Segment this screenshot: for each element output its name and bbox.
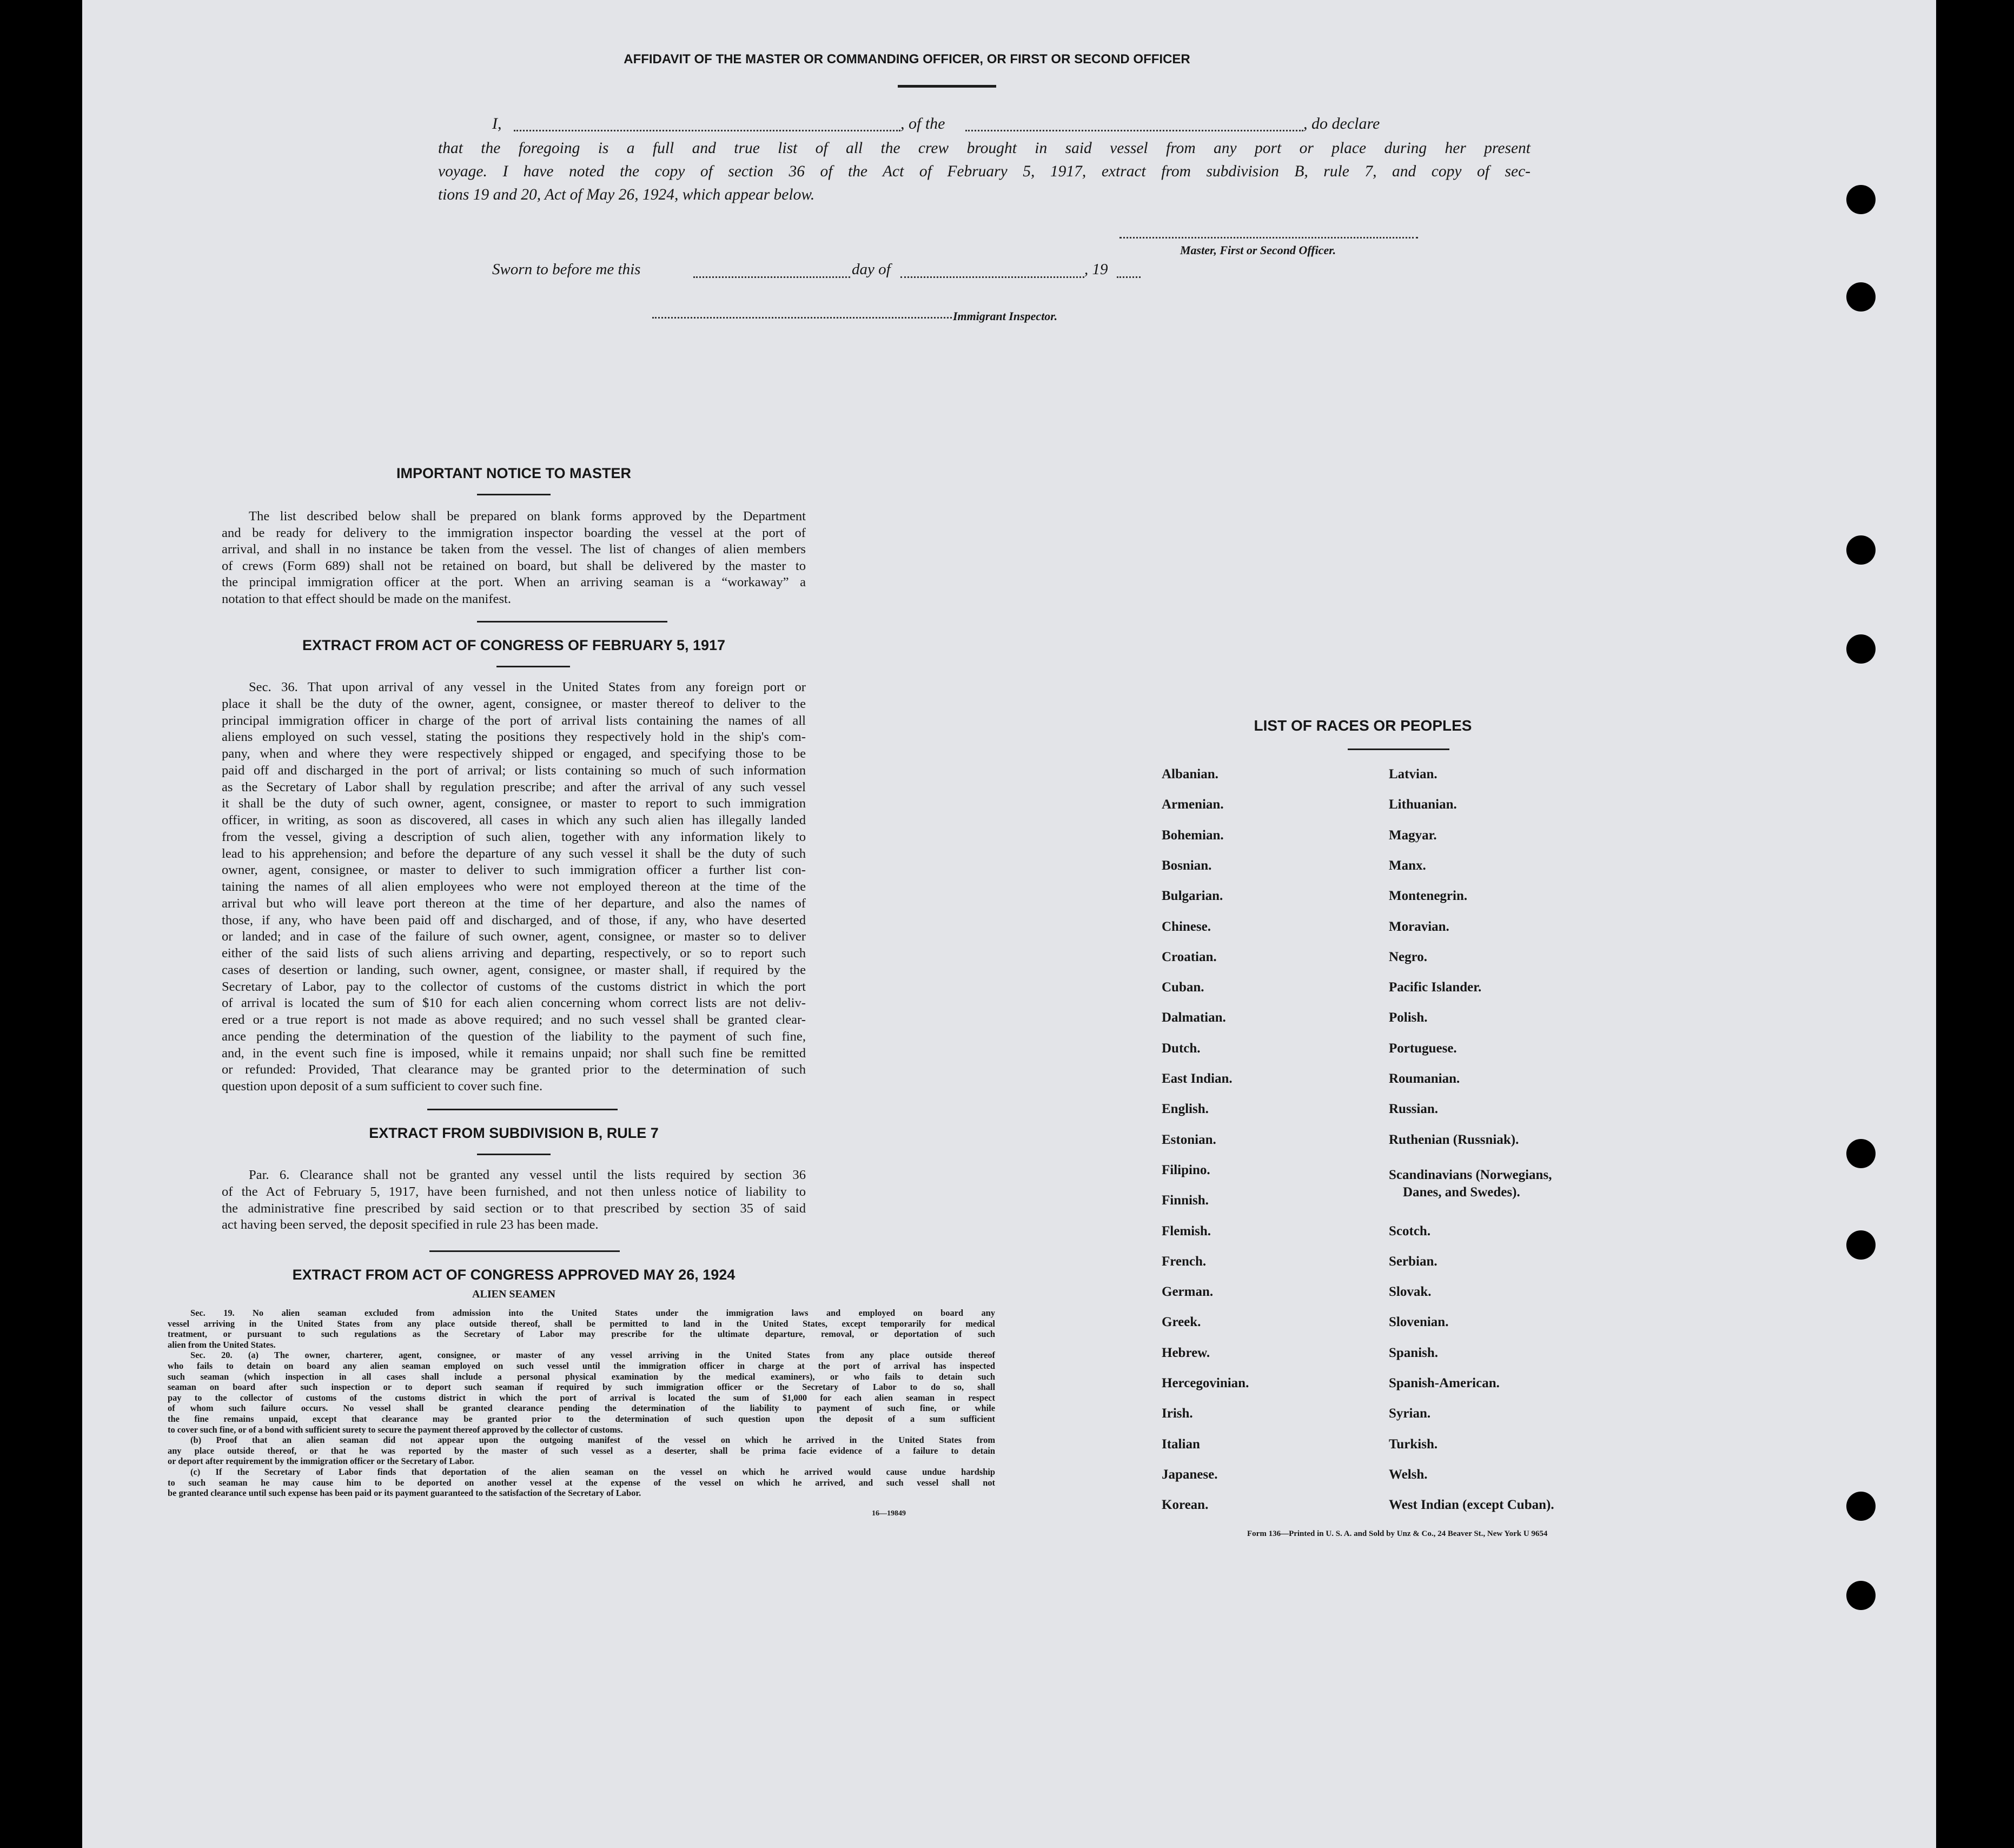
section-rule bbox=[429, 1250, 620, 1252]
race-item: West Indian (except Cuban). bbox=[1389, 1498, 1554, 1513]
act-1924-line: any place outside thereof, or that he was reported by the master of such vessel as a deserter, shall be prima facie evidence of a failure to detain bbox=[168, 1445, 995, 1456]
race-item: Roumanian. bbox=[1389, 1071, 1460, 1086]
act-1924-line: (c) If the Secretary of Labor finds that deportation of the alien seaman on the vessel on which he arrived would cause undue hardship bbox=[190, 1466, 995, 1477]
act-1924-line: (b) Proof that an alien seaman did not appear upon the outgoing manifest of the vessel on which he arrived in the United States from bbox=[190, 1435, 995, 1446]
race-item: Ruthenian (Russniak). bbox=[1389, 1132, 1519, 1147]
act-1917-line: taining the names of all alien employees who were not employed thereon at the time of the bbox=[222, 879, 806, 894]
heading-rule bbox=[477, 494, 551, 495]
race-item: Slovak. bbox=[1389, 1284, 1432, 1300]
race-item: Manx. bbox=[1389, 858, 1426, 873]
race-item: Dalmatian. bbox=[1162, 1010, 1226, 1025]
race-item: Moravian. bbox=[1389, 919, 1449, 934]
act-1924-line: the fine remains unpaid, except that clearance may be granted prior to the determination of such question upon the deposit of a sum sufficient bbox=[168, 1413, 995, 1424]
act-1917-line: paid off and discharged in the port of arrival; or lists containing so much of such information bbox=[222, 763, 806, 778]
form-page bbox=[82, 0, 1936, 1848]
race-item: Pacific Islander. bbox=[1389, 980, 1482, 995]
act-1924-line: to such seaman he may cause him to be deported on another vessel at the expense of the vessel on which he arrived, and such vessel shall not bbox=[168, 1477, 995, 1488]
heading-rule bbox=[898, 85, 996, 88]
race-item: Croatian. bbox=[1162, 949, 1217, 964]
act-1924-line: or deport after requirement by the immigration officer or the Secretary of Labor. bbox=[168, 1456, 474, 1467]
race-item: Hercegovinian. bbox=[1162, 1376, 1249, 1390]
race-item: Serbian. bbox=[1389, 1254, 1437, 1269]
race-item: Hebrew. bbox=[1162, 1345, 1210, 1360]
race-item: Scandinavians (Norwegians, bbox=[1389, 1168, 1552, 1182]
race-item: Bosnian. bbox=[1162, 858, 1212, 873]
rule-7-line: of the Act of February 5, 1917, have been furnished, and not then unless notice of liability to bbox=[222, 1184, 806, 1199]
race-item: Cuban. bbox=[1162, 980, 1204, 995]
punch-hole bbox=[1846, 1492, 1876, 1521]
rule-7-body bbox=[222, 1167, 806, 1234]
race-item: Irish. bbox=[1162, 1406, 1193, 1421]
act-1917-line: officer, in writing, as soon as discovered, all cases in which any such alien has illegally landed bbox=[222, 813, 806, 827]
punch-hole bbox=[1846, 185, 1876, 214]
act-1917-line: Secretary of Labor, pay to the collector of customs of the customs district in which the port bbox=[222, 979, 806, 994]
notice-body bbox=[222, 508, 806, 607]
act-1917-line: it shall be the duty of such owner, agent, consignee, or master to report to such immigration bbox=[222, 796, 806, 811]
race-item: Dutch. bbox=[1162, 1041, 1201, 1056]
race-item: Polish. bbox=[1389, 1010, 1428, 1025]
act-1917-line: aliens employed on such vessel, stating the positions they respectively hold in the ship's com- bbox=[222, 730, 806, 745]
act-1917-line: or landed; and in case of the failure of such owner, agent, consignee, or master so to deliver bbox=[222, 929, 806, 944]
race-item: Japanese. bbox=[1162, 1467, 1218, 1482]
heading-rule bbox=[477, 1154, 551, 1155]
race-item: Korean. bbox=[1162, 1498, 1209, 1513]
act-1917-line: those, if any, who have been paid off and discharged, and of those, if any, who have deserted bbox=[222, 912, 806, 928]
act-1917-line: question upon deposit of a sum sufficient to cover such fine. bbox=[222, 1079, 543, 1094]
act-1917-heading: EXTRACT FROM ACT OF CONGRESS OF FEBRUARY 5, 1917 bbox=[302, 637, 726, 653]
act-1924-line: vessel arriving in the United States from any place outside thereof, shall be permitted to land in the United States, except temporarily for medical bbox=[168, 1318, 995, 1329]
master-signature-field[interactable] bbox=[1119, 237, 1418, 239]
sworn-day-field[interactable] bbox=[693, 276, 850, 278]
act-1924-line: seaman on board after such inspection or to deport such seaman if required by such immigration officer or the Secretary of Labor to do so, shall bbox=[168, 1382, 995, 1393]
race-item: Lithuanian. bbox=[1389, 797, 1457, 812]
notice-line: and be ready for delivery to the immigration inspector boarding the vessel at the port of bbox=[222, 525, 806, 540]
act-1917-line: Sec. 36. That upon arrival of any vessel in the United States from any foreign port or bbox=[249, 680, 806, 694]
race-item: Filipino. bbox=[1162, 1162, 1210, 1177]
race-item: Greek. bbox=[1162, 1315, 1201, 1330]
name-field[interactable] bbox=[514, 130, 900, 131]
sworn-year-field[interactable] bbox=[1117, 276, 1141, 278]
inspector-caption: Immigrant Inspector. bbox=[953, 309, 1058, 323]
act-1917-line: arrival but who will leave port thereon at the time of her departure, and also the names of bbox=[222, 896, 806, 911]
race-item: French. bbox=[1162, 1254, 1207, 1269]
race-item: Chinese. bbox=[1162, 919, 1211, 934]
affidavit-line-1 bbox=[492, 115, 1531, 137]
notice-line: The list described below shall be prepared on blank forms approved by the Department bbox=[249, 509, 806, 524]
act-1917-line: principal immigration officer in charge of the port of arrival lists containing the names of all bbox=[222, 713, 806, 728]
notice-line: arrival, and shall in no instance be taken from the vessel. The list of changes of alien members bbox=[222, 542, 806, 557]
affidavit-line-2: that the foregoing is a full and true list of all the crew brought in said vessel from any port or place during her present bbox=[438, 140, 1531, 157]
race-item: Danes, and Swedes). bbox=[1403, 1185, 1520, 1200]
race-item: Montenegrin. bbox=[1389, 889, 1468, 904]
race-item: Magyar. bbox=[1389, 827, 1437, 843]
act-1924-line: who fails to detain on board any alien seaman employed on such vessel until the immigration officer in charge at the port of arrival has inspected bbox=[168, 1360, 995, 1371]
act-1924-line: such seaman (which inspection in all cases shall include a personal physical examination by the medical examiners), or who fails to detain such bbox=[168, 1371, 995, 1382]
sworn-line bbox=[492, 261, 1228, 282]
rule-7-line: Par. 6. Clearance shall not be granted any vessel until the lists required by section 36 bbox=[249, 1168, 806, 1182]
act-1917-line: and, in the event such fine is imposed, while it remains unpaid; nor shall such fine be remitted bbox=[222, 1045, 806, 1061]
race-item: Albanian. bbox=[1162, 767, 1218, 781]
act-1917-line: place it shall be the duty of the owner, agent, consignee, or master thereof to deliver to the bbox=[222, 696, 806, 711]
race-item: Flemish. bbox=[1162, 1223, 1211, 1238]
race-item: Bohemian. bbox=[1162, 827, 1224, 843]
race-item: Finnish. bbox=[1162, 1193, 1209, 1208]
section-rule bbox=[477, 621, 667, 622]
act-1924-line: Sec. 19. No alien seaman excluded from admission into the United States under the immigration laws and employed on board any bbox=[190, 1308, 995, 1318]
i-label: I, bbox=[492, 115, 502, 133]
act-1917-line: from the vessel, giving a description of such alien, together with any information likely to bbox=[222, 829, 806, 844]
act-1917-line: of arrival is located the sum of $10 for each alien concerning whom correct lists are not deliv- bbox=[222, 996, 806, 1011]
section-rule bbox=[427, 1109, 618, 1110]
act-1924-line: alien from the United States. bbox=[168, 1339, 276, 1350]
punch-hole bbox=[1846, 282, 1876, 312]
race-item: Slovenian. bbox=[1389, 1315, 1449, 1330]
race-item: Russian. bbox=[1389, 1102, 1439, 1117]
act-1917-line: owner, agent, consignee, or master to deliver to such immigration officer a further list con- bbox=[222, 863, 806, 878]
race-item: English. bbox=[1162, 1102, 1209, 1117]
races-heading: LIST OF RACES OR PEOPLES bbox=[1254, 717, 1472, 734]
act-1917-line: or refunded: Provided, That clearance may be granted prior to the determination of such bbox=[222, 1062, 806, 1077]
affidavit-line-4: tions 19 and 20, Act of May 26, 1924, which appear below. bbox=[438, 186, 815, 203]
vessel-field[interactable] bbox=[965, 130, 1303, 131]
act-1924-line: to cover such fine, or of a bond with sufficient surety to secure the payment thereof approved by the collector of customs. bbox=[168, 1424, 623, 1435]
rule-7-heading: EXTRACT FROM SUBDIVISION B, RULE 7 bbox=[369, 1125, 659, 1141]
race-item: Syrian. bbox=[1389, 1406, 1431, 1421]
heading-rule bbox=[1348, 749, 1449, 750]
master-signature-caption: Master, First or Second Officer. bbox=[1180, 243, 1336, 257]
race-item: Scotch. bbox=[1389, 1223, 1431, 1238]
punch-hole bbox=[1846, 1139, 1876, 1168]
punch-hole bbox=[1846, 1230, 1876, 1260]
rule-7-line: the administrative fine prescribed by said section or to that prescribed by section 35 of said bbox=[222, 1201, 806, 1216]
affidavit-line-3: voyage. I have noted the copy of section 36 of the Act of February 5, 1917, extract from subdivision B, rule 7, and copy of sec- bbox=[438, 163, 1531, 180]
race-item: Latvian. bbox=[1389, 767, 1437, 781]
act-1924-heading: EXTRACT FROM ACT OF CONGRESS APPROVED MAY 26, 1924 bbox=[292, 1267, 736, 1283]
act-1917-body bbox=[222, 679, 806, 1095]
race-item: Welsh. bbox=[1389, 1467, 1428, 1482]
notice-line: the principal immigration officer at the port. When an arriving seaman is a “workaway” a bbox=[222, 575, 806, 589]
race-item: German. bbox=[1162, 1284, 1214, 1300]
rule-7-line: act having been served, the deposit specified in rule 23 has been made. bbox=[222, 1217, 599, 1233]
act-1924-body bbox=[168, 1308, 995, 1499]
race-item: Bulgarian. bbox=[1162, 889, 1223, 904]
sworn-month-field[interactable] bbox=[900, 276, 1084, 278]
act-1917-line: as the Secretary of Labor shall by regulation prescribe; and after the arrival of any such vessel bbox=[222, 779, 806, 794]
act-1917-line: ance pending the determination of the question of the liability to the payment of such fine, bbox=[222, 1029, 806, 1044]
act-1917-line: either of the said lists of such aliens arriving and departing, respectively, or so to report such bbox=[222, 946, 806, 961]
print-code: 16—19849 bbox=[872, 1509, 906, 1518]
printer-footer: Form 136—Printed in U. S. A. and Sold by Unz & Co., 24 Beaver St., New York U 9654 bbox=[1247, 1529, 1548, 1538]
race-item: Turkish. bbox=[1389, 1436, 1438, 1452]
race-item: Estonian. bbox=[1162, 1132, 1216, 1147]
of-the-label: , of the bbox=[900, 115, 945, 133]
race-item: Negro. bbox=[1389, 949, 1428, 964]
declare-label: , do declare bbox=[1303, 115, 1380, 133]
act-1924-line: Sec. 20. (a) The owner, charterer, agent, consignee, or master of any vessel arriving in the United States from any place outside thereof bbox=[190, 1350, 995, 1361]
notice-heading: IMPORTANT NOTICE TO MASTER bbox=[396, 465, 631, 481]
inspector-signature-field[interactable] bbox=[652, 317, 952, 319]
year-label: , 19 bbox=[1084, 261, 1108, 278]
punch-hole bbox=[1846, 535, 1876, 565]
act-1924-line: of whom such failure occurs. No vessel shall be granted clearance pending the determination of the liability to payment of such fine, or while bbox=[168, 1403, 995, 1414]
race-item: Spanish-American. bbox=[1389, 1376, 1500, 1390]
act-1917-line: pany, when and where they were respectively shipped or engaged, and specifying those to be bbox=[222, 746, 806, 761]
act-1924-line: be granted clearance until such expense has been paid or its payment guaranteed to the satisfaction of the Secretary of Labor. bbox=[168, 1488, 641, 1499]
punch-hole bbox=[1846, 1581, 1876, 1610]
notice-line: notation to that effect should be made on the manifest. bbox=[222, 591, 511, 606]
act-1917-line: ered or a true report is not made as above required; and no such vessel shall be granted clear- bbox=[222, 1012, 806, 1027]
affidavit-heading: AFFIDAVIT OF THE MASTER OR COMMANDING OFFICER, OR FIRST OR SECOND OFFICER bbox=[624, 52, 1190, 67]
race-item: Armenian. bbox=[1162, 797, 1224, 812]
heading-rule bbox=[496, 666, 570, 667]
race-item: East Indian. bbox=[1162, 1071, 1233, 1086]
act-1917-line: cases of desertion or landing, such owner, agent, consignee, or master shall, if required by the bbox=[222, 962, 806, 977]
race-item: Portuguese. bbox=[1389, 1041, 1457, 1056]
punch-hole bbox=[1846, 634, 1876, 664]
act-1924-line: treatment, or pursuant to such regulations as the Secretary of Labor may prescribe for the ultimate departure, removal, or deportation of such bbox=[168, 1329, 995, 1340]
act-1924-line: pay to the collector of customs of the customs district in which the port of arrival is located the sum of $1,000 for each alien seaman in respect bbox=[168, 1392, 995, 1403]
act-1917-line: lead to his apprehension; and before the departure of any such vessel it shall be the duty of such bbox=[222, 846, 806, 861]
day-of-label: day of bbox=[852, 261, 891, 278]
act-1924-subheading: ALIEN SEAMEN bbox=[472, 1288, 555, 1300]
race-item: Italian bbox=[1162, 1436, 1200, 1452]
race-item: Spanish. bbox=[1389, 1345, 1439, 1360]
sworn-label: Sworn to before me this bbox=[492, 261, 641, 278]
notice-line: of crews (Form 689) shall not be retained on board, but shall be delivered by the master to bbox=[222, 558, 806, 573]
